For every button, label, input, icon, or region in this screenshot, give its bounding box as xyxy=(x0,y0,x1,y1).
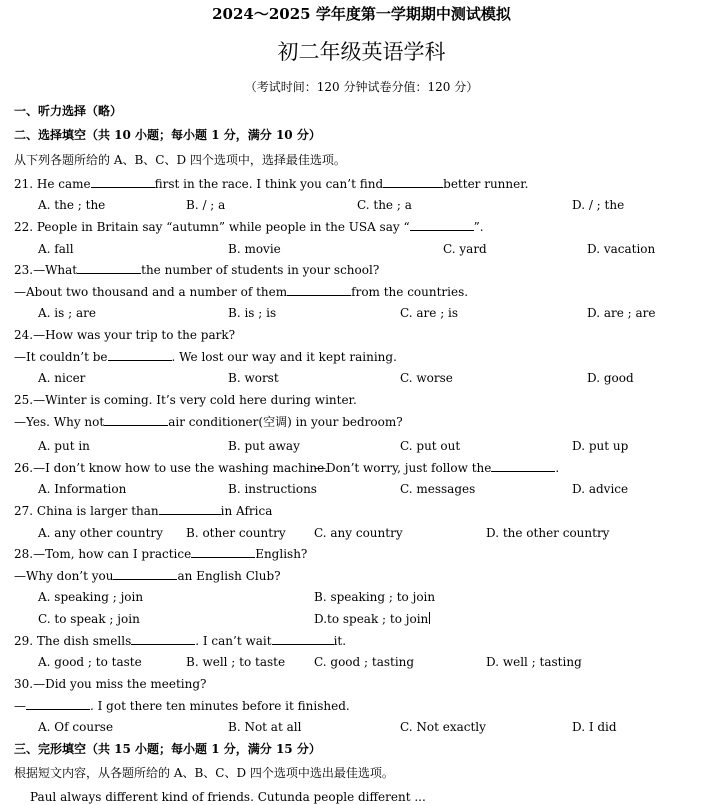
q28-blank-1[interactable] xyxy=(191,546,255,558)
q21-blank-1[interactable] xyxy=(91,176,155,188)
q22-text-a: 22. People in Britain say “autumn” while people in the USA say “ xyxy=(14,220,410,234)
exam-subject: 初二年级英语学科 xyxy=(277,40,446,64)
question-23-line-1 xyxy=(14,262,379,278)
q30-option-c: C. Not exactly xyxy=(400,720,486,734)
q26-option-c: C. messages xyxy=(400,482,476,496)
q24-option-c: C. worse xyxy=(400,371,453,385)
q23-text-a: 23.—What xyxy=(14,263,78,277)
q26-text-c: . xyxy=(555,461,560,475)
section-2-heading: 二、选择填空（共 10 小题；每小题 1 分，满分 10 分） xyxy=(14,128,321,142)
q27-option-c: C. any country xyxy=(314,526,403,540)
q28-text-b: English? xyxy=(255,547,308,561)
q30-text-b: — xyxy=(14,699,26,713)
q27-blank-1[interactable] xyxy=(159,503,221,515)
q24-text-c: . We lost our way and it kept raining. xyxy=(171,350,397,364)
q30-text-c: . I got there ten minutes before it finished. xyxy=(90,699,350,713)
question-28-line-1 xyxy=(14,546,307,562)
q27-text-a: 27. China is larger than xyxy=(14,504,159,518)
q23-text-b: the number of students in your school? xyxy=(141,263,380,277)
q30-option-a: A. Of course xyxy=(38,720,114,734)
q28-option-d xyxy=(314,611,430,627)
q23-option-d: D. are ; are xyxy=(587,306,656,320)
q29-text-a: 29. The dish smells xyxy=(14,634,132,648)
question-24-line-2 xyxy=(14,349,397,365)
q24-option-a: A. nicer xyxy=(38,371,86,385)
question-23-line-2 xyxy=(14,284,468,300)
q28-blank-2[interactable] xyxy=(113,568,177,580)
q25-text-c: air conditioner(空调) in your bedroom? xyxy=(168,415,403,429)
q23-option-b: B. is ; is xyxy=(228,306,277,320)
q29-blank-2[interactable] xyxy=(272,633,334,645)
q26-option-a: A. Information xyxy=(38,482,127,496)
q29-option-c: C. good ; tasting xyxy=(314,655,415,669)
q28-option-d-text: D.to speak ; to join xyxy=(314,612,429,626)
question-28-line-2 xyxy=(14,568,281,584)
question-25-line-2 xyxy=(14,414,403,430)
text-cursor xyxy=(429,612,430,624)
q22-option-b: B. movie xyxy=(228,242,281,256)
q23-blank-1[interactable] xyxy=(77,262,141,274)
q22-text-b: ”. xyxy=(473,220,484,234)
q23-option-c: C. are ; is xyxy=(400,306,459,320)
question-27 xyxy=(14,503,272,519)
question-29 xyxy=(14,633,346,649)
q21-option-d: D. / ; the xyxy=(572,198,625,212)
question-26 xyxy=(14,460,328,476)
q27-option-d: D. the other country xyxy=(486,526,610,540)
q26-option-d: D. advice xyxy=(572,482,629,496)
section-3-instructions: 根据短文内容，从各题所给的 A、B、C、D 四个选项中选出最佳选项。 xyxy=(14,766,394,780)
q26-text-a: 26.—I don’t know how to use the washing machine. xyxy=(14,461,329,475)
q28-text-d: an English Club? xyxy=(177,569,281,583)
passage-cut-line: Paul always different kind of friends. Cutunda people different ... xyxy=(30,790,426,804)
q21-text-c: better runner. xyxy=(443,177,529,191)
q21-text-b: first in the race. I think you can’t find xyxy=(154,177,384,191)
section-1-heading: 一、听力选择（略） xyxy=(14,104,123,118)
q24-option-d: D. good xyxy=(587,371,634,385)
q25-option-b: B. put away xyxy=(228,439,300,453)
q29-option-d: D. well ; tasting xyxy=(486,655,582,669)
question-30-line-2 xyxy=(14,698,350,714)
q25-blank-1[interactable] xyxy=(104,414,168,426)
q28-option-a: A. speaking ; join xyxy=(38,590,144,604)
q22-option-a: A. fall xyxy=(38,242,74,256)
q23-text-c: —About two thousand and a number of them xyxy=(14,285,288,299)
q27-text-b: in Africa xyxy=(220,504,273,518)
question-22 xyxy=(14,219,484,235)
q21-text-a: 21. He came xyxy=(14,177,91,191)
q25-option-c: C. put out xyxy=(400,439,461,453)
q28-text-a: 28.—Tom, how can I practice xyxy=(14,547,192,561)
q28-text-c: —Why don’t you xyxy=(14,569,114,583)
q22-option-c: C. yard xyxy=(443,242,487,256)
q22-option-d: D. vacation xyxy=(587,242,656,256)
q26-blank-1[interactable] xyxy=(491,460,555,472)
question-21 xyxy=(14,176,528,192)
q24-option-b: B. worst xyxy=(228,371,279,385)
q29-text-c: it. xyxy=(333,634,347,648)
q29-blank-1[interactable] xyxy=(131,633,195,645)
q24-text-b: —It couldn’t be xyxy=(14,350,108,364)
q21-option-c: C. the ; a xyxy=(357,198,412,212)
q21-option-a: A. the ; the xyxy=(38,198,106,212)
q26-option-b: B. instructions xyxy=(228,482,317,496)
question-26-reply xyxy=(314,460,559,476)
section-3-heading: 三、完形填空（共 15 小题；每小题 1 分，满分 15 分） xyxy=(14,742,321,756)
q30-blank-1[interactable] xyxy=(26,698,90,710)
q24-blank-1[interactable] xyxy=(108,349,172,361)
q27-option-b: B. other country xyxy=(186,526,286,540)
question-30-line-1: 30.—Did you miss the meeting? xyxy=(14,677,207,691)
q23-blank-2[interactable] xyxy=(287,284,351,296)
q29-text-b: . I can’t wait xyxy=(195,634,272,648)
q21-option-b: B. / ; a xyxy=(186,198,226,212)
q25-option-a: A. put in xyxy=(38,439,90,453)
q25-option-d: D. put up xyxy=(572,439,629,453)
q22-blank-1[interactable] xyxy=(410,219,474,231)
question-25-line-1: 25.—Winter is coming. It’s very cold here during winter. xyxy=(14,393,357,407)
q29-option-b: B. well ; to taste xyxy=(186,655,286,669)
section-2-instructions: 从下列各题所给的 A、B、C、D 四个选项中，选择最佳选项。 xyxy=(14,153,346,167)
q25-text-b: —Yes. Why not xyxy=(14,415,105,429)
q23-option-a: A. is ; are xyxy=(38,306,96,320)
q28-option-b: B. speaking ; to join xyxy=(314,590,436,604)
q26-text-b: —Don’t worry, just follow the xyxy=(314,461,492,475)
q28-option-c: C. to speak ; join xyxy=(38,612,140,626)
q27-option-a: A. any other country xyxy=(38,526,163,540)
q29-option-a: A. good ; to taste xyxy=(38,655,142,669)
question-24-line-1: 24.—How was your trip to the park? xyxy=(14,328,236,342)
q21-blank-2[interactable] xyxy=(383,176,443,188)
q30-option-d: D. I did xyxy=(572,720,617,734)
q23-text-d: from the countries. xyxy=(351,285,469,299)
exam-info: （考试时间：120 分钟试卷分值：120 分） xyxy=(244,80,479,94)
q30-option-b: B. Not at all xyxy=(228,720,302,734)
exam-title: 2024～2025 学年度第一学期期中测试模拟 xyxy=(212,5,511,23)
